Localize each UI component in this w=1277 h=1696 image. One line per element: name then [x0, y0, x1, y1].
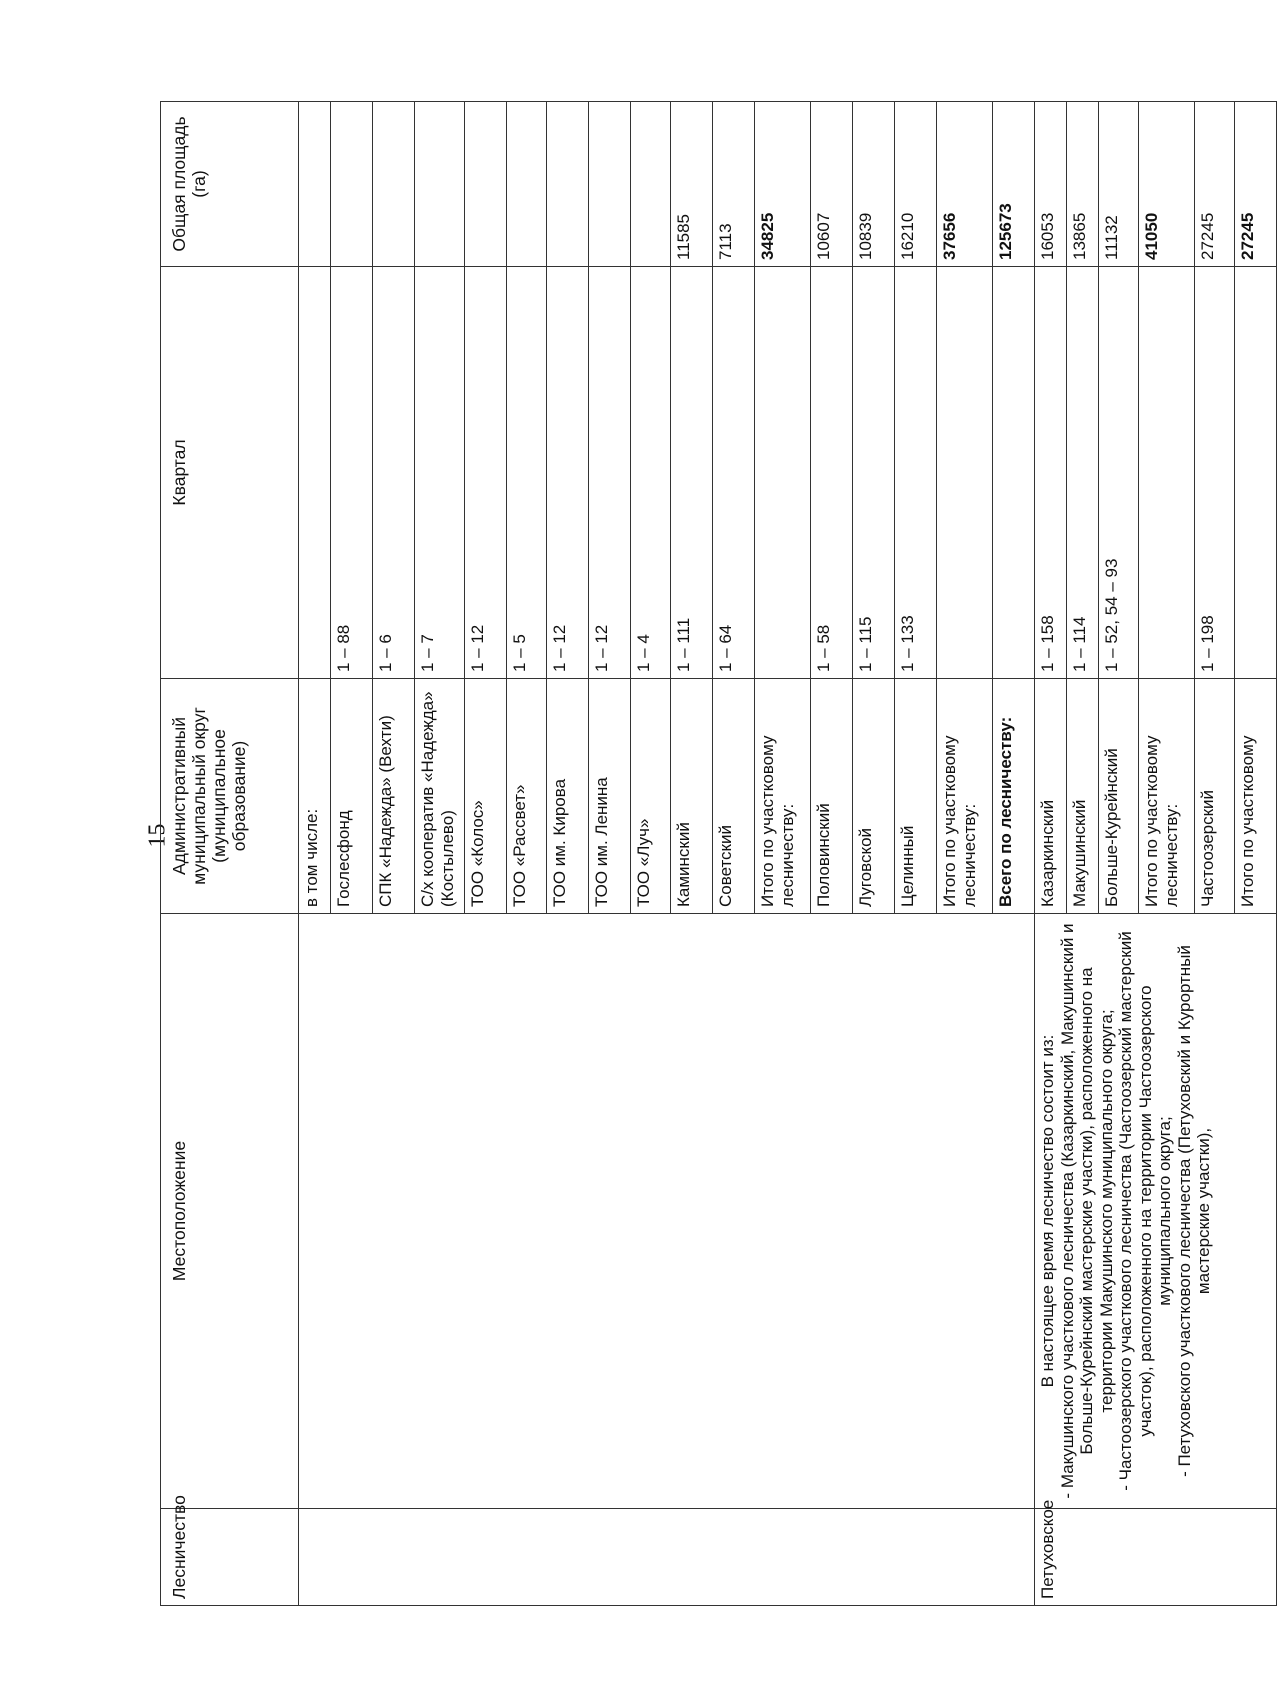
area-cell: [507, 102, 547, 267]
quarter-cell: 1 – 4: [631, 267, 671, 679]
quarter-cell: 1 – 12: [547, 267, 589, 679]
quarter-cell: [937, 267, 993, 679]
district-cell: Больше-Курейнский: [1099, 679, 1139, 914]
total-quarter-empty: [993, 267, 1035, 679]
district-cell: Советский: [713, 679, 755, 914]
area-cell: [631, 102, 671, 267]
district-cell: Итого по участковому лесничеству:: [937, 679, 993, 914]
quarter-cell: [1235, 267, 1277, 679]
area-cell: [415, 102, 465, 267]
quarter-cell: 1 – 52, 54 – 93: [1099, 267, 1139, 679]
location-cell-empty: [299, 914, 1035, 1509]
district-cell: Итого по участковому: [1235, 679, 1277, 914]
area-cell: 7113: [713, 102, 755, 267]
forestry-cell-empty: [299, 1509, 1035, 1606]
quarter-cell: 1 – 88: [331, 267, 373, 679]
rotated-page: [160, 102, 1260, 1606]
area-cell: [373, 102, 415, 267]
header-row: [161, 102, 299, 1606]
area-cell: 11132: [1099, 102, 1139, 267]
district-cell: Частоозерский: [1195, 679, 1235, 914]
header-location: Местоположение: [161, 914, 299, 1509]
header-quarter: Квартал: [161, 267, 299, 679]
quarter-cell: 1 – 12: [589, 267, 631, 679]
quarter-cell: 1 – 198: [1195, 267, 1235, 679]
header-forestry: Лесничество: [161, 1509, 299, 1606]
area-cell: 27245: [1235, 102, 1277, 267]
district-cell: ТОО «Рассвет»: [507, 679, 547, 914]
table-row: [1035, 102, 1067, 1606]
district-cell: в том числе:: [299, 679, 331, 914]
area-cell: [547, 102, 589, 267]
area-cell: [465, 102, 507, 267]
table-row: [299, 102, 331, 1606]
location-description: [1035, 914, 1277, 1509]
area-cell: [331, 102, 373, 267]
quarter-cell: 1 – 114: [1067, 267, 1099, 679]
forestry-name: Петуховское: [1035, 1509, 1277, 1606]
district-cell: Каминский: [671, 679, 713, 914]
area-cell: 27245: [1195, 102, 1235, 267]
quarter-cell: 1 – 58: [811, 267, 853, 679]
district-cell: ТОО им. Кирова: [547, 679, 589, 914]
district-cell: ТОО «Колос»: [465, 679, 507, 914]
district-cell: ТОО «Луч»: [631, 679, 671, 914]
district-cell: ТОО им. Ленина: [589, 679, 631, 914]
quarter-cell: [755, 267, 811, 679]
quarter-cell: 1 – 5: [507, 267, 547, 679]
table-body: [299, 102, 1277, 1606]
quarter-cell: 1 – 12: [465, 267, 507, 679]
district-cell: Гослесфонд: [331, 679, 373, 914]
area-cell: 10607: [811, 102, 853, 267]
page-number: 15: [144, 823, 171, 848]
quarter-cell: 1 – 111: [671, 267, 713, 679]
location-description-text: В настоящее время лесничество состоит из: - Макушинского участкового лесничества (Казаркинский, Макушинский и Больше-Курейнский мастерские участки), расположенного на территории Макушинского муниципального округа; - Частоозерского участкового лесничества (Частоозерский мастерский участок), расположенного на территории Частоозерского муниципального округа; - Петуховского участкового лесничества (Петуховский и Курортный мастерские участки),: [1038, 923, 1214, 1499]
quarter-cell: 1 – 7: [415, 267, 465, 679]
district-cell: Луговской: [853, 679, 895, 914]
forestry-table: [160, 101, 1277, 1606]
area-cell: 16053: [1035, 102, 1067, 267]
area-cell: [589, 102, 631, 267]
header-district: Административный муниципальный округ (муниципальное образование): [161, 679, 299, 914]
district-cell: Казаркинский: [1035, 679, 1067, 914]
district-cell: СПК «Надежда» (Вехти): [373, 679, 415, 914]
area-cell: 16210: [895, 102, 937, 267]
area-cell: 11585: [671, 102, 713, 267]
district-cell: Итого по участковому лесничеству:: [1139, 679, 1195, 914]
area-cell: 41050: [1139, 102, 1195, 267]
area-cell: 37656: [937, 102, 993, 267]
total-label: Всего по лесничеству:: [993, 679, 1035, 914]
quarter-cell: [1139, 267, 1195, 679]
district-cell: Макушинский: [1067, 679, 1099, 914]
district-cell: Итого по участковому лесничеству:: [755, 679, 811, 914]
area-cell: 10839: [853, 102, 895, 267]
area-cell: [299, 102, 331, 267]
quarter-cell: 1 – 6: [373, 267, 415, 679]
quarter-cell: [299, 267, 331, 679]
district-cell: Половинский: [811, 679, 853, 914]
district-cell: Целинный: [895, 679, 937, 914]
district-cell: С/х кооператив «Надежда» (Костылево): [415, 679, 465, 914]
total-area: 125673: [993, 102, 1035, 267]
header-area: Общая площадь (га): [161, 102, 299, 267]
quarter-cell: 1 – 64: [713, 267, 755, 679]
area-cell: 13865: [1067, 102, 1099, 267]
quarter-cell: 1 – 158: [1035, 267, 1067, 679]
area-cell: 34825: [755, 102, 811, 267]
quarter-cell: 1 – 133: [895, 267, 937, 679]
quarter-cell: 1 – 115: [853, 267, 895, 679]
